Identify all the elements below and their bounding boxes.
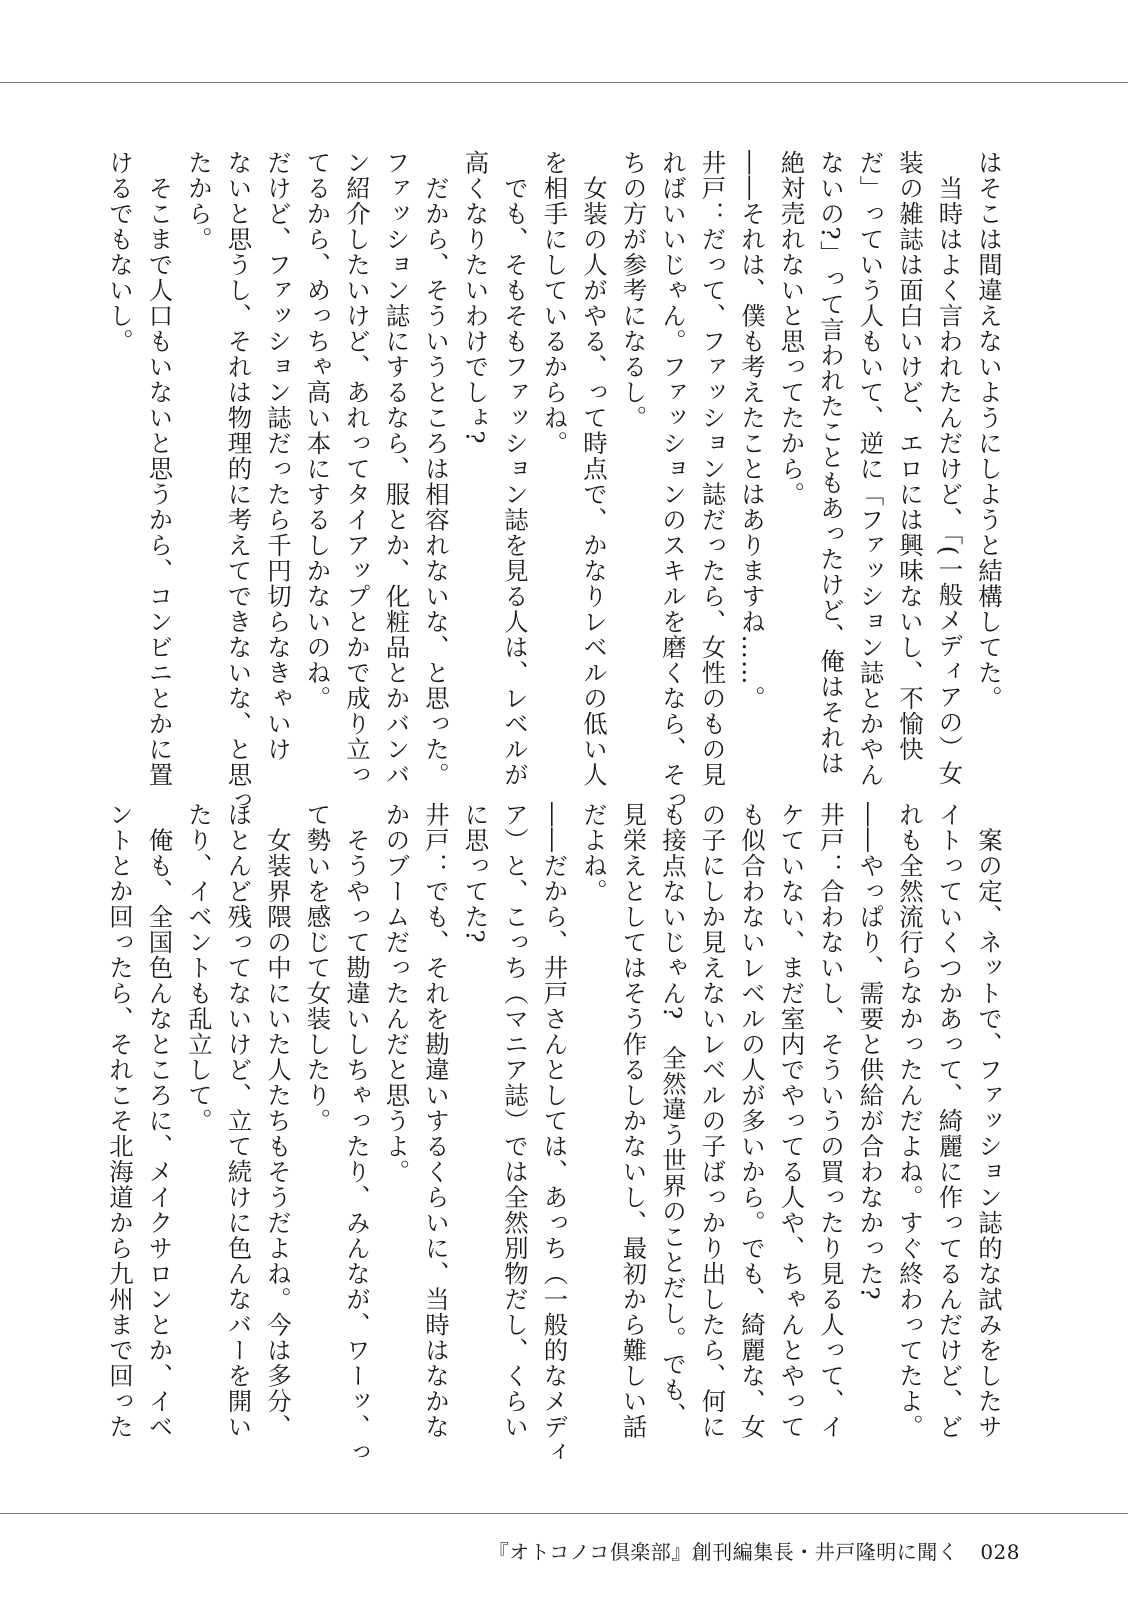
text-line: ればいいじゃん。ファッションのスキルを磨くなら、そっ (658, 150, 687, 813)
text-line: 俺も、全国色んなところに、メイクサロンとか、イベ (144, 802, 174, 1440)
text-line: たから。 (184, 150, 213, 252)
header-rule (0, 82, 1128, 83)
text-line: ン紹介したいけど、あれってタイアップとかで成り立っ (342, 150, 371, 788)
text-line: ほとんど残ってないけど、立て続けに色んなバーを開い (223, 802, 253, 1440)
text-line: そこまで人口もいないと思うから、コンビニとかに置 (144, 150, 174, 788)
text-line: て勢いを感じて女装したり。 (302, 802, 332, 1134)
text-line: だ」っていう人もいて、逆に「ファッション誌とかやん (855, 150, 885, 788)
text-line: だから、そういうところは相容れないな、と思った。 (421, 150, 450, 788)
text-line: ないと思うし、それは物理的に考えてできないな、と思っ (223, 150, 253, 813)
text-line: てるから、めっちゃ高い本にするしかないのね。 (302, 150, 332, 711)
text-line: ――だから、井戸さんとしては、あっち（一般的なメディ (539, 802, 569, 1465)
text-line: 井戸：合わないし、そういうの買ったり見る人って、イ (816, 802, 845, 1440)
text-line: ないの?」って言われたこともあったけど、俺はそれは (816, 150, 845, 777)
footer-rule (0, 1513, 1128, 1514)
text-line: を相手にしているからね。 (539, 150, 569, 456)
text-line: ケていない、まだ室内でやってる人や、ちゃんとやって (776, 802, 806, 1440)
upper-text-block (100, 150, 1009, 813)
running-title: 『オトコノコ倶楽部』創刊編集長・井戸隆明に聞く (488, 1540, 959, 1564)
text-line: ファッション誌にするなら、服とか、化粧品とかバンバ (381, 150, 411, 788)
text-line: ア）と、こっち（マニア誌）では全然別物だし、くらい (500, 802, 529, 1440)
text-line: 絶対売れないと思ってたから。 (776, 150, 806, 507)
text-line: そうやって勘違いしちゃったり、みんなが、ワーッ、っ (342, 802, 371, 1465)
text-line: けるでもないし。 (105, 150, 134, 354)
page-number: 028 (980, 1540, 1020, 1564)
page-footer (489, 1536, 1020, 1565)
text-line: 当時はよく言われたんだけど、「(一般メディアの）女 (934, 150, 964, 786)
text-line: 装の雑誌は面白いけど、エロには興味ないし、不愉快 (895, 150, 924, 762)
text-line: 井戸：だって、ファッション誌だったら、女性のもの見 (697, 150, 727, 788)
text-line: でも、そもそもファッション誌を見る人は、レベルが (500, 150, 529, 788)
lower-text-block (100, 802, 1009, 1465)
text-line: 井戸：でも、それを勘違いするくらいに、当時はなかな (421, 802, 450, 1440)
text-line: ちの方が参考になるし。 (618, 150, 648, 431)
text-line: 高くなりたいわけでしょ? (460, 150, 490, 445)
text-line: も接点ないじゃん? 全然違う世界のことだし。でも、 (658, 802, 687, 1429)
text-line: だよね。 (579, 802, 608, 904)
text-line: ントとか回ったら、それこそ北海道から九州まで回った (105, 802, 134, 1440)
text-line: ――やっぱり、需要と供給が合わなかった? (855, 802, 885, 1301)
text-line: 案の定、ネットで、ファッション誌的な試みをしたサ (974, 802, 1003, 1440)
text-line: の子にしか見えないレベルの子ばっかり出したら、何に (697, 802, 727, 1440)
text-line: 女装の人がやる、って時点で、かなりレベルの低い人 (579, 150, 608, 788)
text-line: たり、イベントも乱立して。 (184, 802, 213, 1134)
text-line: も似合わないレベルの人が多いから。でも、綺麗な、女 (737, 802, 766, 1440)
text-line: 見栄えとしてはそう作るしかないし、最初から難しい話 (618, 802, 648, 1440)
text-line: はそこは間違えないようにしようと結構してた。 (974, 150, 1003, 711)
text-line: 女装界隈の中にいた人たちもそうだよね。今は多分、 (263, 802, 292, 1440)
text-line: ――それは、僕も考えたことはありますね……。 (737, 150, 766, 711)
text-line: だけど、ファッション誌だったら千円切らなきゃいけ (263, 150, 292, 762)
text-line: れも全然流行らなかったんだよね。すぐ終わってたよ。 (895, 802, 924, 1440)
text-line: イトっていくつかあって、綺麗に作ってるんだけど、ど (934, 802, 964, 1440)
text-line: に思ってた? (460, 802, 490, 944)
text-line: かのブームだったんだと思うよ。 (381, 802, 411, 1185)
